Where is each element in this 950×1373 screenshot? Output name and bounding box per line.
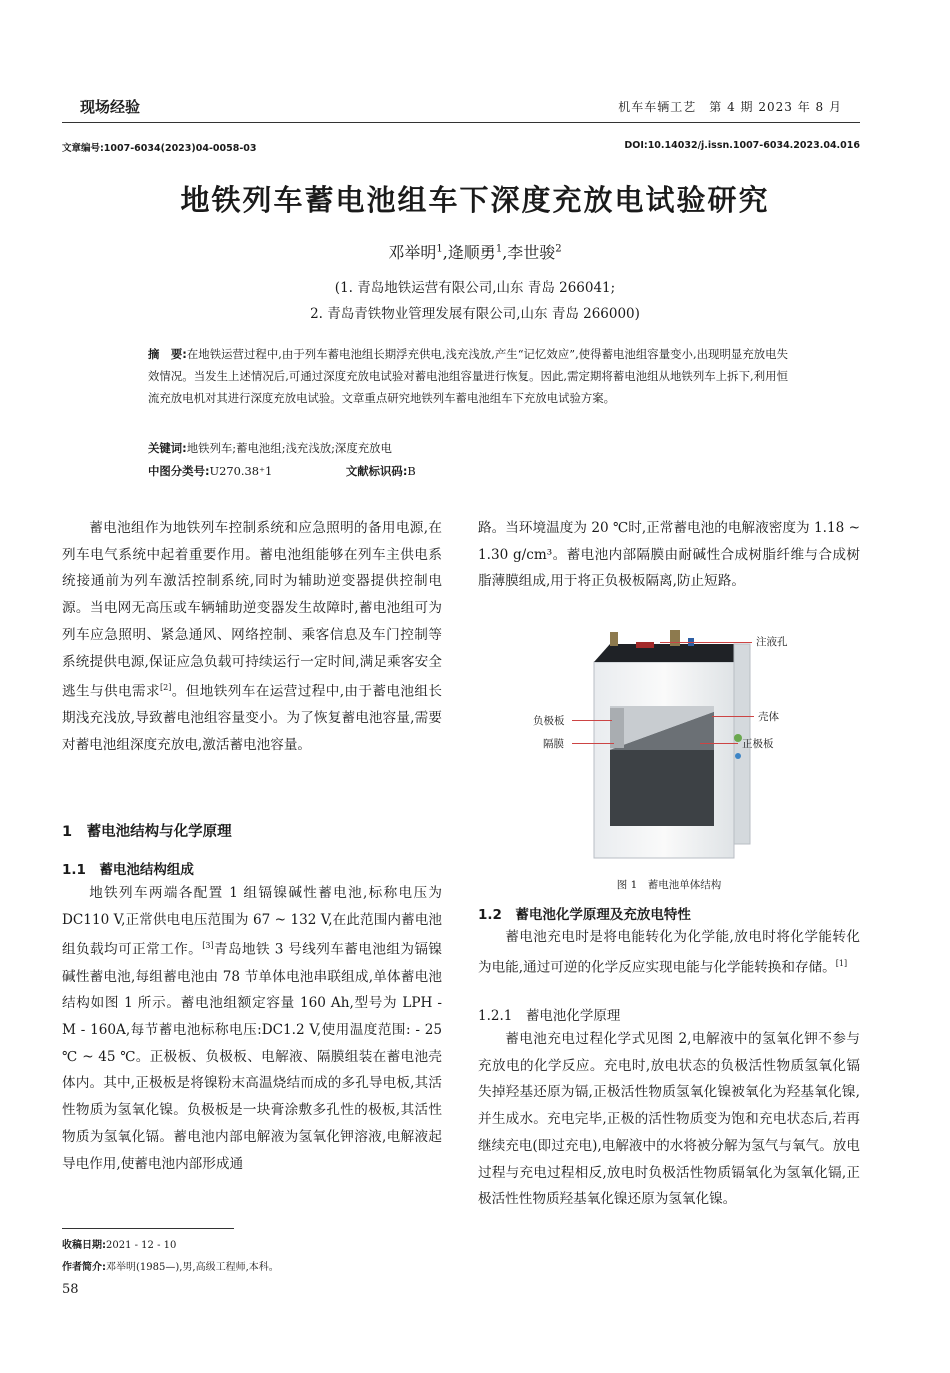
- right-column-top: [478, 515, 860, 595]
- author-affiliation: 2: [555, 243, 562, 255]
- citation: [2]: [159, 683, 172, 693]
- figure-leader-line: [660, 642, 752, 643]
- header-rule: [62, 122, 860, 123]
- section-1-2-body: [478, 924, 860, 981]
- body-paragraph: 蓄电池充电时是将电能转化为化学能,放电时将化学能转化为电能,通过可逆的化学反应实现电能与化学能转换和存储。[1]: [478, 929, 860, 976]
- section-1-1-body: [62, 880, 442, 1177]
- figure-label-positive-plate: 正极板: [742, 738, 774, 750]
- body-paragraph: 蓄电池充电过程化学式见图 2,电解液中的氢氧化钾不参与充放电的化学反应。充电时,放电状态的负极活性物质氢氧化镉失掉羟基还原为镉,正极活性物质氢氧化镍被氧化为羟基氧化镍,并生成水。充电完毕,正极的活性物质变为饱和充电状态后,若再继续充电(即过充电),电解液中的水将被分解为氢气与氧气。放电过程与充电过程相反,放电时负极活性物质镉氧化为氢氧化镉,正极活性性物质羟基氧化镍还原为氢氧化镍。: [478, 1031, 860, 1208]
- clc-label: 中图分类号:: [148, 464, 210, 478]
- classification: [148, 463, 416, 479]
- author-name: 邓举明: [388, 243, 437, 262]
- author-name: 逄顺勇: [447, 243, 496, 262]
- section-heading: 1 蓄电池结构与化学原理: [62, 824, 232, 840]
- footnote-rule: [62, 1228, 234, 1229]
- subsubsection-heading: 1.2.1 蓄电池化学原理: [478, 1008, 621, 1024]
- keywords: [148, 440, 392, 456]
- keywords-text: 地铁列车;蓄电池组;浅充浅放;深度充放电: [186, 441, 392, 455]
- subsection-heading: 1.1 蓄电池结构组成: [62, 862, 194, 878]
- battery-cell-figure: [580, 628, 760, 862]
- body-paragraph: 地铁列车两端各配置 1 组镉镍碱性蓄电池,标称电压为 DC110 V,正常供电电压范围为 67 ~ 132 V,在此范围内蓄电池组负载均可正常工作。[3]青岛地铁 3 号线列车蓄电池组为镉镍碱性蓄电池,每组蓄电池由 78 节单体电池串联组成,单体蓄电池结构如图 1 所示。蓄电池组额定容量 160 Ah,型号为 LPH - M - 160A,每节蓄电池标称电压:DC1.2 V,使用温度范围: - 25 ℃ ~ 45 ℃。正极板、负极板、电解液、隔膜组装在蓄电池壳体内。其中,正极板是将镍粉末高温烧结而成的多孔导电板,其活性物质为氢氧化镍。负极板是一块膏涂敷多孔性的极板,其活性物质为氢氧化镉。蓄电池内部电解液为氢氧化钾溶液,电解液起导电作用,使蓄电池内部形成通: [62, 885, 442, 1172]
- affiliation-line: (1. 青岛地铁运营有限公司,山东 青岛 266041;: [334, 280, 616, 296]
- figure-label-fill-port: 注液孔: [756, 636, 788, 648]
- affiliation-line: 2. 青岛青铁物业管理发展有限公司,山东 青岛 266000): [310, 306, 640, 322]
- keywords-label: 关键词:: [148, 441, 187, 455]
- figure-leader-line: [572, 720, 612, 721]
- author-affiliation: 1: [495, 243, 503, 255]
- doc-code-label: 文献标识码:: [345, 464, 408, 478]
- figure-label-negative-plate: 负极板: [533, 715, 565, 727]
- left-column: [62, 515, 442, 759]
- abstract-text: 在地铁运营过程中,由于列车蓄电池组长期浮充供电,浅充浅放,产生“记忆效应”,使得蓄电池组容量变小,出现明显充放电失效情况。当发生上述情况后,可通过深度充放电试验对蓄电池组容量进行恢复。因此,需定期将蓄电池组从地铁列车上拆下,利用恒流充放电机对其进行深度充放电试验。文章重点研究地铁列车蓄电池组车下充放电试验方案。: [148, 347, 788, 405]
- citation: [3]: [202, 941, 214, 951]
- author-list: 邓举明$^1$,逄顺勇$^1$,李世骏$^2$: [388, 243, 562, 262]
- running-header-section: 现场经验: [80, 98, 141, 116]
- body-paragraph: 路。当环境温度为 20 ℃时,正常蓄电池的电解液密度为 1.18 ~ 1.30 g/cm³。蓄电池内部隔膜由耐碱性合成树脂纤维与合成树脂薄膜组成,用于将正负极板隔离,防止短路。: [478, 520, 860, 590]
- doc-code-value: B: [407, 464, 416, 478]
- running-header-journal: 机车车辆工艺 第 4 期 2023 年 8 月: [618, 100, 842, 114]
- figure-label-separator: 隔膜: [543, 738, 564, 750]
- page-number: 58: [62, 1282, 79, 1297]
- author-affiliation: 1: [436, 243, 443, 255]
- subsection-heading: 1.2 蓄电池化学原理及充放电特性: [478, 907, 691, 923]
- figure-leader-line: [700, 743, 738, 744]
- author-bio: 作者简介:邓举明(1985—),男,高级工程师,本科。: [62, 1262, 279, 1273]
- paper-title: 地铁列车蓄电池组车下深度充放电试验研究: [180, 183, 770, 217]
- section-1-2-1-body: [478, 1026, 860, 1213]
- article-number: 文章编号:1007-6034(2023)04-0058-03: [62, 143, 257, 154]
- figure-leader-line: [572, 743, 614, 744]
- received-date: 收稿日期:2021 - 12 - 10: [62, 1240, 177, 1251]
- intro-paragraph: 蓄电池组作为地铁列车控制系统和应急照明的备用电源,在列车电气系统中起着重要作用。蓄电池组能够在列车主供电系统接通前为列车激活控制系统,同时为辅助逆变器提供控制电源。当电网无高压或车辆辅助逆变器发生故障时,蓄电池组可为列车应急照明、紧急通风、网络控制、乘客信息及车门控制等系统提供电源,保证应急负载可持续运行一定时间,满足乘客安全逃生与供电需求[2]。但地铁列车在运营过程中,由于蓄电池组长期浅充浅放,导致蓄电池组容量变小。为了恢复蓄电池容量,需要对蓄电池组深度充放电,激活蓄电池容量。: [62, 520, 442, 754]
- abstract: [148, 343, 788, 409]
- figure-label-shell: 壳体: [758, 711, 779, 723]
- doi: DOI:10.14032/j.issn.1007-6034.2023.04.016: [624, 140, 860, 151]
- abstract-label: 摘 要:: [148, 347, 187, 361]
- citation: [1]: [835, 958, 848, 968]
- figure-leader-line: [712, 716, 754, 717]
- author-name: 李世骏: [507, 243, 556, 262]
- clc-value: U270.38⁺1: [209, 464, 273, 478]
- figure-caption: 图 1 蓄电池单体结构: [616, 879, 722, 891]
